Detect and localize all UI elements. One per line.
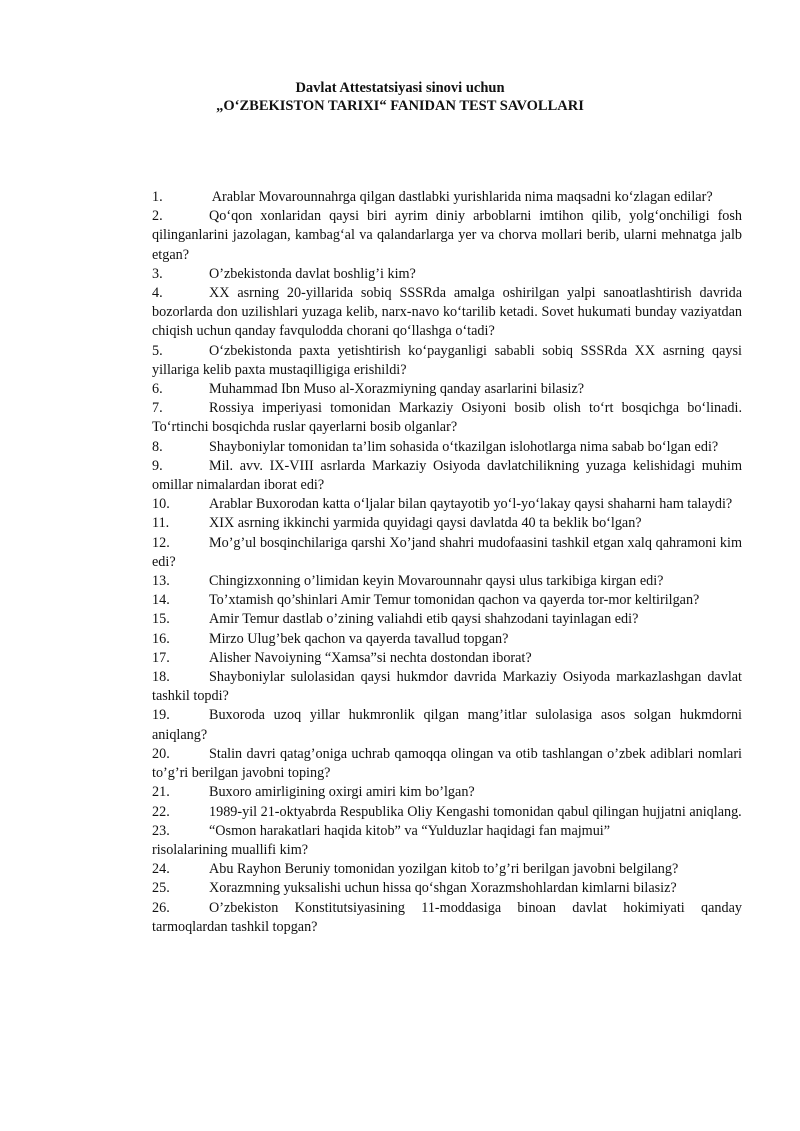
question-number: 10. — [152, 496, 170, 513]
header-line-1: Davlat Attestatsiyasi sinovi uchun — [295, 80, 505, 96]
question-item — [152, 514, 742, 533]
question-number: 16. — [152, 630, 170, 647]
question-text: 1989-yil 21-oktyabrda Respublika Oliy Kengashi tomonidan qabul qilingan hujjatni aniqlang. — [209, 803, 742, 820]
question-item — [152, 668, 742, 706]
question-item — [152, 591, 742, 610]
question-item — [152, 860, 742, 879]
question-item — [152, 649, 742, 668]
question-item — [152, 630, 742, 649]
question-item — [152, 380, 742, 399]
question-item — [152, 610, 742, 629]
question-item — [152, 188, 742, 207]
question-number: 25. — [152, 880, 170, 897]
question-text: To’xtamish qo’shinlari Amir Temur tomonidan qachon va qayerda tor-mor keltirilgan? — [209, 592, 700, 609]
question-item — [152, 783, 742, 802]
question-text: Buxoro amirligining oxirgi amiri kim bo’lgan? — [209, 784, 475, 801]
question-number: 22. — [152, 803, 170, 820]
question-number: 23. — [152, 822, 170, 839]
question-number: 7. — [152, 400, 163, 417]
question-text: Stalin davri qatag’oniga uchrab qamoqqa olingan va otib tashlangan o’zbek adiblari nomlari to’g’ri berilgan javobni toping? — [152, 745, 742, 782]
question-text: O‘zbekistonda paxta yetishtirish ko‘payganligi sababli sobiq SSSRda XX asrning qaysi yillariga kelib paxta mustaqilligiga erishildi? — [152, 342, 742, 378]
question-text: Arablar Buxorodan katta o‘ljalar bilan qaytayotib yo‘l-yo‘lakay qaysi shaharni ham talaydi? — [209, 496, 733, 513]
question-number: 26. — [152, 899, 170, 916]
question-item — [152, 399, 742, 437]
question-text: Alisher Navoiyning “Xamsa”si nechta dostondan iborat? — [209, 649, 532, 666]
question-item — [152, 745, 742, 783]
question-number: 18. — [152, 669, 170, 686]
question-item — [152, 803, 742, 822]
question-item — [152, 572, 742, 591]
question-number: 12. — [152, 534, 170, 551]
question-item — [152, 265, 742, 284]
question-number: 14. — [152, 592, 170, 609]
question-text: Muhammad Ibn Muso al-Xorazmiyning qanday asarlarini bilasiz? — [209, 381, 585, 398]
question-text: Shayboniylar tomonidan ta’lim sohasida o‘tkazilgan islohotlarga nima sabab bo‘lgan edi? — [209, 438, 719, 455]
question-number: 19. — [152, 707, 170, 724]
question-text: Chingizxonning o’limidan keyin Movarounnahr qaysi ulus tarkibiga kirgan edi? — [209, 573, 664, 590]
question-item — [152, 822, 742, 860]
question-text: Mirzo Ulug’bek qachon va qayerda tavallud topgan? — [209, 630, 509, 647]
question-text: Shayboniylar sulolasidan qaysi hukmdor davrida Markaziy Osiyoda markazlashgan davlat tashkil topdi? — [152, 669, 742, 705]
question-number: 3. — [152, 265, 163, 282]
question-item — [152, 899, 742, 937]
question-text: Abu Rayhon Beruniy tomonidan yozilgan kitob to’g’ri berilgan javobni belgilang? — [209, 861, 679, 878]
question-number: 4. — [152, 285, 163, 302]
question-number: 11. — [152, 515, 170, 532]
question-number: 9. — [152, 457, 163, 474]
question-text: Arablar Movarounnahrga qilgan dastlabki yurishlarida nima maqsadni ko‘zlagan edilar? — [209, 189, 713, 205]
question-text: Mo’g’ul bosqinchilariga qarshi Xo’jand shahri mudofaasini tashkil etgan xalq qahramoni kim edi? — [152, 534, 742, 570]
question-item — [152, 534, 742, 572]
document-header — [0, 79, 800, 115]
question-text: “Osmon harakatlari haqida kitob” va “Yulduzlar haqidagi fan majmui” risolalarining muallifi kim? — [152, 822, 611, 858]
header-line-2: „O‘ZBEKISTON TARIXI“ FANIDAN TEST SAVOLLARI — [216, 98, 584, 114]
question-number: 6. — [152, 381, 163, 398]
question-text: O’zbekiston Konstitutsiyasining 11-moddasiga binoan davlat hokimiyati qanday tarmoqlardan tashkil topgan? — [152, 899, 742, 935]
question-text: Mil. avv. IX-VIII asrlarda Markaziy Osiyoda davlatchilikning yuzaga kelishidagi muhim omillar nimalardan iborat edi? — [152, 457, 742, 494]
question-number: 20. — [152, 745, 170, 762]
question-number: 5. — [152, 342, 163, 359]
question-item — [152, 879, 742, 898]
question-text: Amir Temur dastlab o’zining valiahdi etib qaysi shahzodani tayinlagan edi? — [209, 611, 639, 628]
question-item — [152, 706, 742, 744]
question-number: 17. — [152, 649, 170, 666]
question-number: 8. — [152, 438, 163, 455]
question-list — [152, 188, 742, 937]
question-number: 1. — [152, 189, 163, 205]
question-item — [152, 342, 742, 380]
question-number: 15. — [152, 611, 170, 628]
question-item — [152, 284, 742, 342]
question-number: 21. — [152, 784, 170, 801]
question-item — [152, 438, 742, 457]
question-number: 2. — [152, 208, 163, 225]
question-text: Qo‘qon xonlaridan qaysi biri ayrim diniy arboblarni imtihon qilib, yolg‘onchiligi fosh qilinganlarini jazolagan, kambag‘al va qalandarlarga yer va chorva mollari berib, ularni mehnatga jalb etgan? — [152, 208, 742, 263]
question-text: XX asrning 20-yillarida sobiq SSSRda amalga oshirilgan yalpi sanoatlashtirish davrida bozorlarda don uzilishlari yuzaga kelib, narx-navo ko‘tarilib ketadi. Sovet hukumati bunday vaziyatdan chiqish uchun qanday favqulodda choranі qo‘llashga o‘tadi? — [152, 285, 742, 340]
question-item — [152, 457, 742, 495]
question-item — [152, 207, 742, 265]
question-number: 13. — [152, 573, 170, 590]
question-text: Buxoroda uzoq yillar hukmronlik qilgan mang’itlar sulolasiga asos solgan hukmdorni aniqlang? — [152, 707, 742, 743]
question-text: O’zbekistonda davlat boshlig’i kim? — [209, 265, 416, 282]
question-number: 24. — [152, 861, 170, 878]
question-item — [152, 495, 742, 514]
question-text: XIX asrning ikkinchi yarmida quyidagi qaysi davlatda 40 ta beklik bo‘lgan? — [209, 515, 642, 532]
question-text: Xorazmning yuksalishi uchun hissa qo‘shgan Xorazmshohlardan kimlarni bilasiz? — [209, 880, 677, 897]
question-text: Rossiya imperiyasi tomonidan Markaziy Osiyoni bosib olish to‘rt bosqichga bo‘linadi. To‘rtinchi bosqichda ruslar qayerlarni bosib olganlar? — [152, 400, 742, 436]
